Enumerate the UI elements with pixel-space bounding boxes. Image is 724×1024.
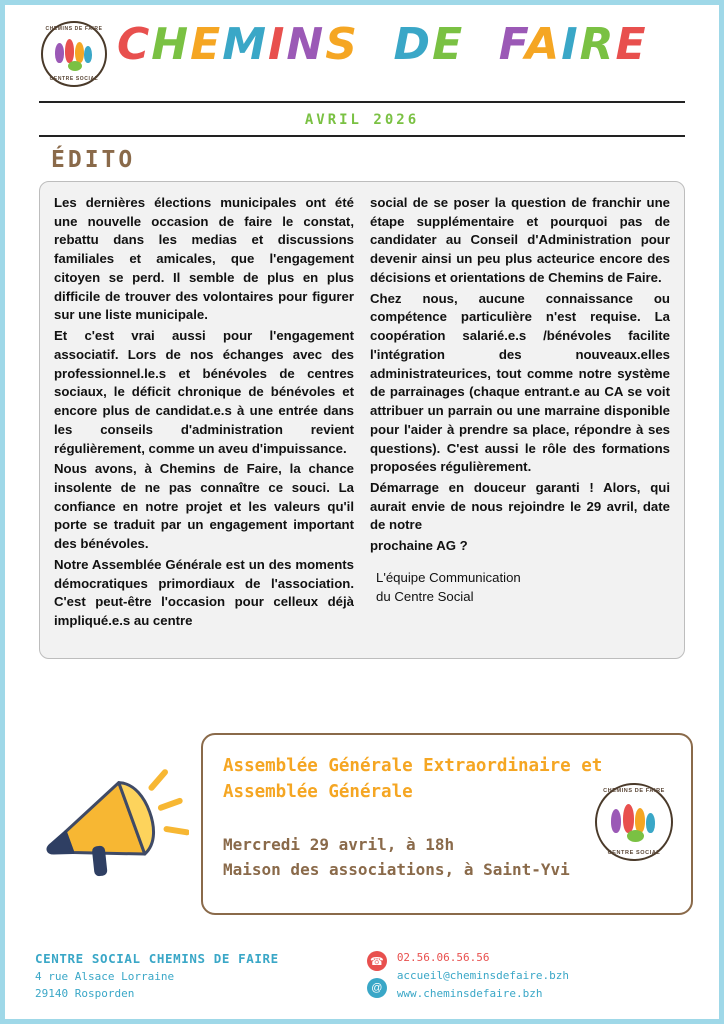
logo-figure-5: [68, 61, 82, 71]
logo-top-text: CHEMINS DE FAIRE: [603, 788, 665, 794]
event-date: Mercredi 29 avril, à 18h: [223, 834, 455, 854]
title-letter: H: [151, 19, 191, 70]
title-letter: E: [432, 19, 465, 70]
edito-paragraph: Nous avons, à Chemins de Faire, la chance insolente de ne pas connaître ce souci. La confiance en notre projet et les valeurs qu'il porte se traduit par un engagement important des bénévoles.: [54, 461, 354, 552]
footer-contact-lines: [397, 949, 569, 1002]
title-letter: E: [615, 19, 648, 70]
logo-figure-1: [611, 809, 621, 833]
logo-figure-2: [623, 804, 634, 833]
logo-figure-2: [65, 39, 74, 63]
logo-bottom-text: CENTRE SOCIAL: [607, 850, 661, 856]
issue-date: AVRIL 2026: [304, 112, 420, 128]
title-letter: S: [325, 19, 359, 70]
edito-paragraph: Chez nous, aucune connaissance ou compétence particulière n'est requise. La coopération salarié.e.s /bénévoles facilite l'intégration des nouveaux.elles administrateurices, tout comme notre système de parrainages (chaque entrant.e au CA se voit attribuer un parrain ou une marraine disponible pour l'aider à prendre sa place, répondre à ses questions). C'est aussi le rôle des formations proposées régulièrement.: [370, 290, 670, 475]
footer-address-line-2: 29140 Rosporden: [35, 987, 135, 1001]
title-letter: E: [190, 19, 223, 70]
footer-address-line-1: 4 rue Alsace Lorraine: [35, 970, 175, 984]
footer-website[interactable]: www.cheminsdefaire.bzh: [396, 986, 543, 1000]
event-title-line-2: Assemblée Générale: [223, 782, 413, 803]
edito-paragraph: Démarrage en douceur garanti ! Alors, qui aurait envie de nous rejoindre le 29 avril, date de notre: [370, 480, 670, 533]
title-letter: D: [393, 19, 433, 70]
title-letter: F: [498, 19, 526, 70]
title-letter: C: [117, 19, 152, 70]
logo-bottom-text: CENTRE SOCIAL: [49, 76, 99, 82]
event-location: Maison des associations, à Saint-Yvi: [223, 860, 570, 880]
logo-figure-5: [627, 830, 644, 842]
footer-icon-column: [367, 949, 387, 998]
title-letter: I: [561, 19, 580, 70]
title-letter: I: [267, 19, 287, 70]
edito-paragraph: Les dernières élections municipales ont été une nouvelle occasion de faire le constat, rebattu dans les medias et discussions familiales et amicales, que l'engagement citoyen se perd. Il semble de plus en plus difficile de trouver des volontaires pour figurer sur une liste municipale.: [54, 195, 354, 323]
divider-bottom: [39, 135, 685, 137]
footer-org-name: CENTRE SOCIAL CHEMINS DE FAIRE: [35, 951, 279, 966]
logo-figure-3: [75, 42, 84, 63]
title-letter: [464, 19, 499, 70]
edito-paragraph: Notre Assemblée Générale est un des moments démocratiques primordiaux de l'association. C'est peut-être l'occasion pour celleux déjà impliqué.e.s au centre: [54, 556, 354, 629]
edito-heading: ÉDITO: [51, 147, 136, 173]
edito-signature: [370, 568, 670, 606]
at-icon: @: [367, 978, 387, 998]
footer-email[interactable]: accueil@cheminsdefaire.bzh: [396, 968, 569, 982]
megaphone-icon: [39, 753, 189, 903]
page-title: [117, 19, 697, 70]
footer-address: [35, 949, 279, 1019]
signature-line-1: L'équipe Communication: [376, 569, 521, 585]
edito-column-right: [370, 194, 670, 648]
event-box: [201, 733, 693, 915]
footer-contact: [367, 949, 569, 1019]
event-title-line-1: Assemblée Générale Extraordinaire et: [223, 756, 603, 776]
logo-top-text: CHEMINS DE FAIRE: [45, 26, 103, 32]
edito-paragraph: social de se poser la question de franchir une étape supplémentaire et pourquoi pas de candidater au Conseil d'Administration pour devenir ainsi un peu plus acteurice encore des décisions et orientations de Chemins de Faire.: [370, 195, 670, 285]
logo-event: [595, 783, 673, 861]
edito-paragraph: prochaine AG ?: [370, 538, 468, 554]
logo-figure-1: [55, 43, 64, 63]
edito-column-left: [54, 194, 354, 648]
event-title: [223, 753, 623, 806]
title-letter: N: [286, 19, 326, 70]
logo-figure-4: [84, 46, 92, 63]
phone-icon: ☎: [367, 951, 387, 971]
edito-box: [39, 181, 685, 659]
logo-top: [41, 21, 107, 87]
logo-figure-4: [646, 813, 655, 833]
title-letter: R: [579, 19, 616, 70]
footer-phone: 02.56.06.56.56: [396, 951, 490, 964]
title-letter: [359, 19, 394, 70]
edito-paragraph: Et c'est vrai aussi pour l'engagement associatif. Lors de nos échanges avec des professionnel.le.s et bénévoles de centres sociaux, le déficit chronique de bénévoles et encore plus de candidat.e.s à une entrée dans les conseils d'administration revient régulièrement, comme un aveu d'impuissance.: [54, 328, 354, 456]
footer: [5, 939, 719, 1019]
header: [5, 5, 719, 101]
title-letter: A: [525, 19, 562, 70]
signature-line-2: du Centre Social: [376, 589, 474, 605]
title-letter: M: [222, 19, 268, 70]
